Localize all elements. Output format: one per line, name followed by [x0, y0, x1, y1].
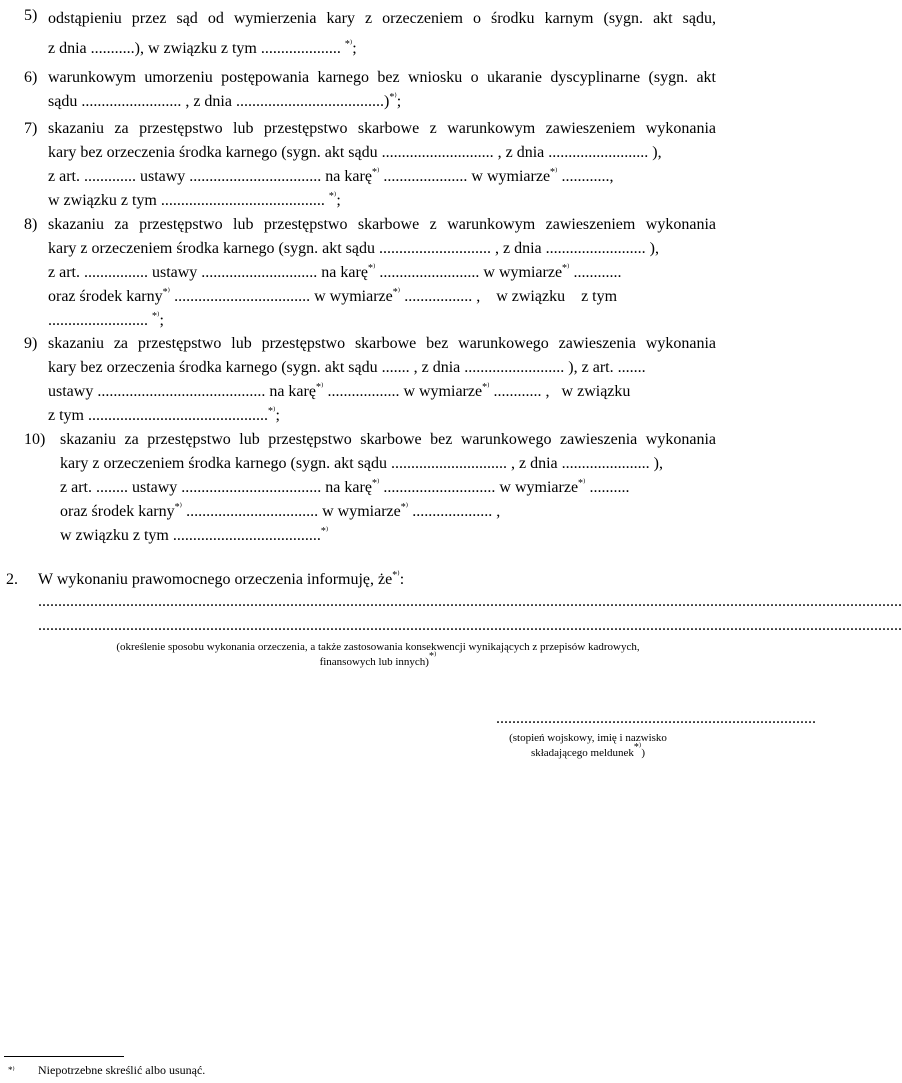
list-item-6: [24, 66, 716, 114]
list-item-9: [24, 332, 716, 428]
footnote-separator: [4, 1056, 124, 1057]
list-item-5: [24, 4, 716, 64]
item-line: skazaniu za przestępstwo lub przestępstwo skarbowe bez warunkowego zawieszenia wykonania: [60, 431, 716, 448]
item-line: odstąpieniu przez sąd od wymierzenia kary z orzeczeniem o środku karnym (sygn. akt sądu,: [48, 10, 716, 27]
item-line: kary z orzeczeniem środka karnego (sygn. akt sądu ............................. , z dnia ...................... ),: [60, 455, 663, 472]
fill-in-line-2[interactable]: ........................................................................................................................................................................................................................: [38, 617, 902, 634]
item-line: z tym .............................................*⁾;: [48, 406, 280, 424]
fill-in-line-1[interactable]: ........................................................................................................................................................................................................................: [38, 593, 902, 610]
caption-line: finansowych lub innych)*⁾: [319, 651, 437, 668]
list-item-10: [24, 428, 716, 548]
item-line: kary bez orzeczenia środka karnego (sygn. akt sądu ....... , z dnia ......................... ), z art. .......: [48, 359, 646, 376]
footnote-text: Niepotrzebne skreślić albo usunąć.: [38, 1063, 206, 1077]
item-line: z art. ............. ustawy ................................. na karę*⁾ ..................... w wymiarze*⁾ ............,: [48, 167, 614, 185]
item-line: z art. ................ ustawy ............................. na karę*⁾ ......................... w wymiarze*⁾ ............: [48, 263, 622, 281]
section-number: 2.: [6, 571, 18, 588]
section-text: W wykonaniu prawomocnego orzeczenia informuję, że*⁾:: [38, 570, 405, 588]
item-line: skazaniu za przestępstwo lub przestępstwo skarbowe z warunkowym zawieszeniem wykonania: [48, 216, 716, 233]
item-line: skazaniu za przestępstwo lub przestępstwo skarbowe bez warunkowego zawieszenia wykonania: [48, 335, 716, 352]
signature-line[interactable]: ................................................................................: [496, 710, 816, 727]
item-line: kary bez orzeczenia środka karnego (sygn. akt sądu ............................ , z dnia ......................... ),: [48, 144, 662, 161]
footnote-mark: *⁾: [8, 1065, 15, 1075]
list-item-7: [24, 117, 716, 213]
item-line: w związku z tym .....................................*⁾: [60, 526, 329, 544]
item-number: 10): [24, 431, 46, 448]
caption-line: składającego meldunek*⁾): [530, 742, 646, 759]
item-line: skazaniu za przestępstwo lub przestępstwo skarbowe z warunkowym zawieszeniem wykonania: [48, 120, 716, 137]
item-line: w związku z tym ......................................... *⁾;: [48, 191, 341, 209]
item-line: ustawy .......................................... na karę*⁾ .................. w wymiarze*⁾ ............ , w związku: [48, 382, 631, 400]
item-number: 5): [24, 7, 38, 24]
item-line: kary z orzeczeniem środka karnego (sygn. akt sądu ............................ , z dnia ......................... ),: [48, 240, 659, 257]
item-number: 9): [24, 335, 38, 352]
item-line: z art. ........ ustawy ................................... na karę*⁾ ............................ w wymiarze*⁾ ..........: [60, 478, 630, 496]
item-line: z dnia ...........), w związku z tym .................... *⁾;: [48, 39, 357, 57]
signature-caption: [488, 731, 688, 761]
item-number: 7): [24, 120, 38, 137]
item-line: oraz środek karny*⁾ .................................. w wymiarze*⁾ ................. , w związku z tym: [48, 287, 618, 305]
item-line: warunkowym umorzeniu postępowania karnego bez wniosku o ukaranie dyscyplinarne (sygn. akt: [48, 69, 716, 86]
caption-line: (stopień wojskowy, imię i nazwisko: [509, 732, 667, 744]
item-number: 6): [24, 69, 38, 86]
caption-line: (określenie sposobu wykonania orzeczenia, a także zastosowania konsekwencji wynikających z przepisów kadrowych,: [116, 641, 640, 653]
item-line: ......................... *⁾;: [48, 311, 164, 329]
item-number: 8): [24, 216, 38, 233]
item-line: sądu ......................... , z dnia .....................................)*⁾;: [48, 92, 402, 110]
item-line: oraz środek karny*⁾ ................................. w wymiarze*⁾ .................... ,: [60, 502, 501, 520]
list-item-8: [24, 213, 716, 333]
section-2-caption: [40, 640, 716, 670]
